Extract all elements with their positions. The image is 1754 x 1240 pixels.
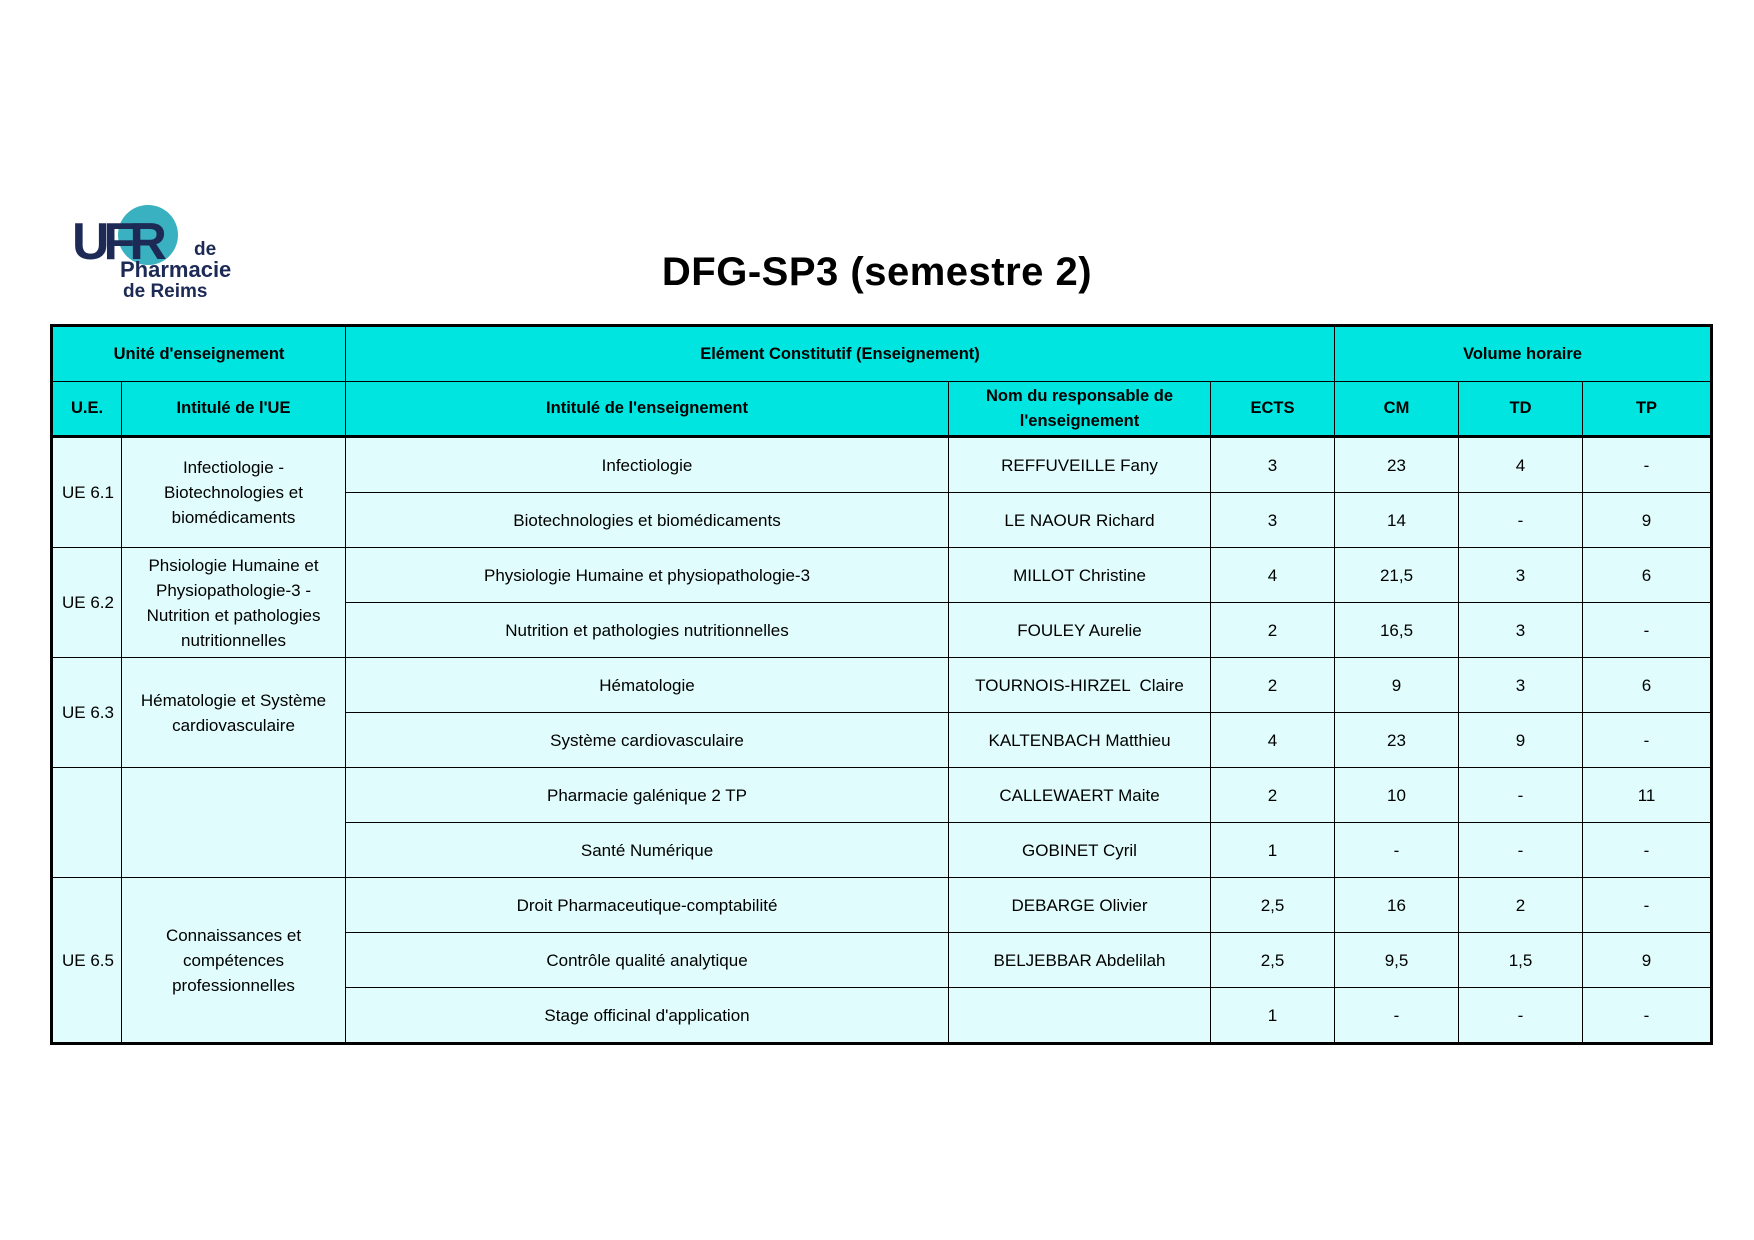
course-ects: 1	[1211, 823, 1335, 878]
course-tp: 6	[1583, 548, 1712, 603]
course-title: Pharmacie galénique 2 TP	[346, 768, 949, 823]
col-header-responsable: Nom du responsable de l'enseignement	[949, 382, 1211, 437]
col-header-td: TD	[1459, 382, 1583, 437]
course-td: -	[1459, 768, 1583, 823]
course-td: 1,5	[1459, 933, 1583, 988]
ue-name: Phsiologie Humaine et Physiopathologie-3 - Nutrition et pathologies nutritionnelles	[122, 548, 346, 658]
course-cm: -	[1335, 988, 1459, 1044]
logo-line1: de	[194, 239, 217, 260]
ue-name: Connaissances et compétences professionnelles	[122, 878, 346, 1044]
course-responsable: REFFUVEILLE Fany	[949, 437, 1211, 493]
course-title: Droit Pharmaceutique-comptabilité	[346, 878, 949, 933]
ue-code: UE 6.3	[52, 658, 122, 768]
course-cm: 16	[1335, 878, 1459, 933]
ue-name: Hématologie et Système cardiovasculaire	[122, 658, 346, 768]
course-td: -	[1459, 988, 1583, 1044]
course-responsable: CALLEWAERT Maite	[949, 768, 1211, 823]
course-tp: 9	[1583, 493, 1712, 548]
group-header-row	[52, 326, 1712, 382]
course-responsable: FOULEY Aurelie	[949, 603, 1211, 658]
table-row	[52, 768, 1712, 823]
course-cm: -	[1335, 823, 1459, 878]
col-header-ue: U.E.	[52, 382, 122, 437]
logo-line2: Pharmacie	[120, 257, 232, 282]
course-td: -	[1459, 823, 1583, 878]
course-tp: -	[1583, 823, 1712, 878]
course-ects: 1	[1211, 988, 1335, 1044]
ue-name	[122, 768, 346, 878]
course-title: Hématologie	[346, 658, 949, 713]
course-title: Infectiologie	[346, 437, 949, 493]
course-title: Physiologie Humaine et physiopathologie-3	[346, 548, 949, 603]
course-cm: 16,5	[1335, 603, 1459, 658]
course-title: Contrôle qualité analytique	[346, 933, 949, 988]
course-tp: 9	[1583, 933, 1712, 988]
table-row	[52, 437, 1712, 493]
course-cm: 23	[1335, 713, 1459, 768]
col-header-tp: TP	[1583, 382, 1712, 437]
course-tp: -	[1583, 988, 1712, 1044]
col-header-intitule-ue: Intitulé de l'UE	[122, 382, 346, 437]
course-tp: -	[1583, 878, 1712, 933]
table-row	[52, 658, 1712, 713]
course-ects: 2,5	[1211, 878, 1335, 933]
course-cm: 14	[1335, 493, 1459, 548]
group-header-unite: Unité d'enseignement	[52, 326, 346, 382]
course-title: Santé Numérique	[346, 823, 949, 878]
course-responsable: TOURNOIS-HIRZEL Claire	[949, 658, 1211, 713]
col-header-ects: ECTS	[1211, 382, 1335, 437]
course-tp: -	[1583, 437, 1712, 493]
group-header-element: Elément Constitutif (Enseignement)	[346, 326, 1335, 382]
course-cm: 23	[1335, 437, 1459, 493]
course-td: 2	[1459, 878, 1583, 933]
course-tp: -	[1583, 603, 1712, 658]
course-ects: 3	[1211, 437, 1335, 493]
table-row	[52, 878, 1712, 933]
course-responsable: DEBARGE Olivier	[949, 878, 1211, 933]
table-row	[52, 548, 1712, 603]
course-td: 9	[1459, 713, 1583, 768]
course-responsable: KALTENBACH Matthieu	[949, 713, 1211, 768]
course-ects: 2,5	[1211, 933, 1335, 988]
course-cm: 9	[1335, 658, 1459, 713]
col-header-intitule-enseignement: Intitulé de l'enseignement	[346, 382, 949, 437]
logo-letters: UFR	[72, 213, 161, 271]
ue-code: UE 6.5	[52, 878, 122, 1044]
course-ects: 4	[1211, 713, 1335, 768]
course-title: Biotechnologies et biomédicaments	[346, 493, 949, 548]
course-cm: 9,5	[1335, 933, 1459, 988]
course-td: 4	[1459, 437, 1583, 493]
course-responsable	[949, 988, 1211, 1044]
course-title: Système cardiovasculaire	[346, 713, 949, 768]
course-tp: 11	[1583, 768, 1712, 823]
course-td: 3	[1459, 658, 1583, 713]
course-ects: 2	[1211, 603, 1335, 658]
course-title: Nutrition et pathologies nutritionnelles	[346, 603, 949, 658]
course-responsable: MILLOT Christine	[949, 548, 1211, 603]
logo-line3: de Reims	[123, 281, 208, 302]
course-tp: 6	[1583, 658, 1712, 713]
page-title: DFG-SP3 (semestre 2)	[661, 250, 1093, 294]
course-td: -	[1459, 493, 1583, 548]
program-table	[50, 324, 1713, 1045]
ue-code	[52, 768, 122, 878]
ue-code: UE 6.2	[52, 548, 122, 658]
col-header-cm: CM	[1335, 382, 1459, 437]
course-cm: 21,5	[1335, 548, 1459, 603]
course-title: Stage officinal d'application	[346, 988, 949, 1044]
course-ects: 2	[1211, 768, 1335, 823]
group-header-volume: Volume horaire	[1335, 326, 1712, 382]
course-td: 3	[1459, 603, 1583, 658]
ue-name: Infectiologie - Biotechnologies et biomédicaments	[122, 437, 346, 548]
course-cm: 10	[1335, 768, 1459, 823]
course-tp: -	[1583, 713, 1712, 768]
course-responsable: LE NAOUR Richard	[949, 493, 1211, 548]
course-ects: 4	[1211, 548, 1335, 603]
course-ects: 3	[1211, 493, 1335, 548]
course-responsable: GOBINET Cyril	[949, 823, 1211, 878]
ue-code: UE 6.1	[52, 437, 122, 548]
course-ects: 2	[1211, 658, 1335, 713]
course-responsable: BELJEBBAR Abdelilah	[949, 933, 1211, 988]
course-td: 3	[1459, 548, 1583, 603]
column-header-row	[52, 382, 1712, 437]
